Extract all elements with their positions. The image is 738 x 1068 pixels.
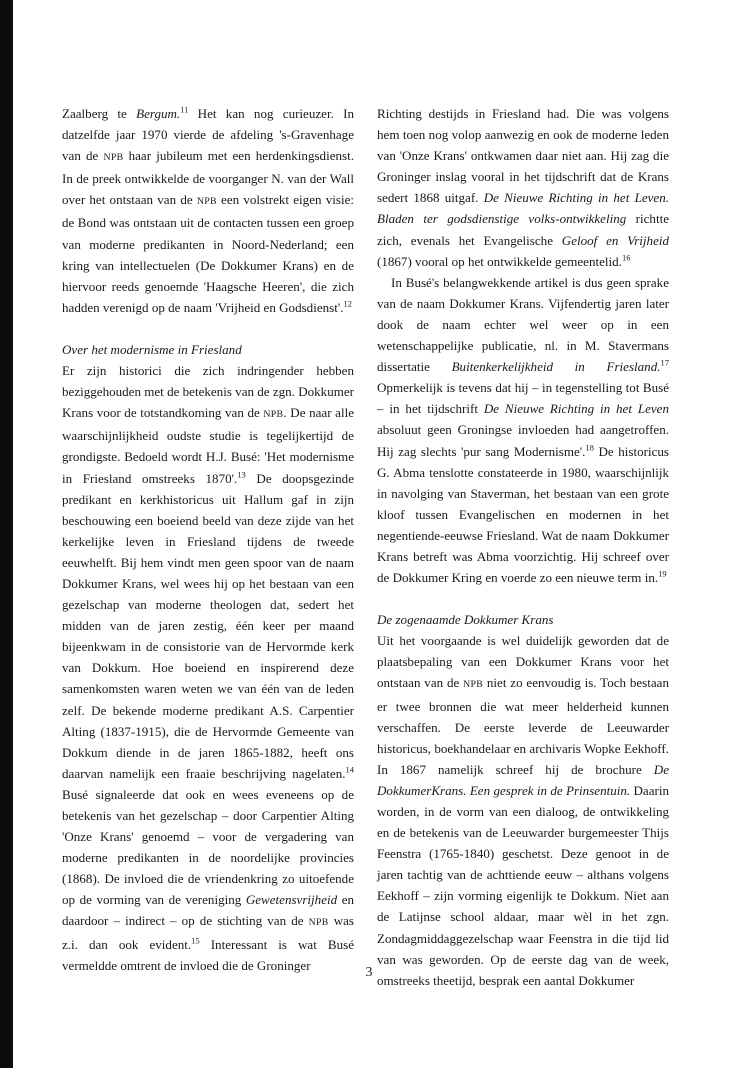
page-binding-edge xyxy=(0,0,13,1068)
section-heading: Over het modernisme in Friesland xyxy=(62,341,242,357)
footnote-ref: 14 xyxy=(345,764,354,775)
paragraph: Richting destijds in Friesland had. Die was volgens hem toen nog volop aanwezig en ook de moderne leden van 'Onze Krans' ontkwamen daar niet aan. Hij zag die Groninger inslag vooral in het tijdschrift dat de Krans sedert 1868 uitgaf. De Nieuwe Richting in het Leven. Bladen ter godsdienstige volks-ontwikkeling richtte zich, evenals het Evangelische Geloof en Vrijheid (1867) vooral op het ontwikkelde gemeentelid.$^{16}$ xyxy=(377,106,670,269)
right-column xyxy=(377,103,669,991)
footnote-ref: 16 xyxy=(621,252,631,263)
footnote-ref: 12 xyxy=(343,298,352,309)
footnote-ref: 11 xyxy=(180,104,189,115)
footnote-ref: 19 xyxy=(658,568,667,579)
section-heading: De zogenaamde Dokkumer Krans xyxy=(377,612,554,628)
footnote-ref: 13 xyxy=(237,469,246,480)
footnote-ref: 15 xyxy=(191,935,200,946)
page-number: 3 xyxy=(365,965,373,980)
paragraph: Zaalberg te Bergum.$^{11}$ Het kan nog curieuzer. In datzelfde jaar 1970 vierde de afdeling 's-Gravenhage van de NPB haar jubileum met een herdenkingsdienst. In de preek ontwikkelde de voorganger N. van der Wall over het ontstaan van de NPB een volstrekt eigen visie: de Bond was ontstaan uit de contacten tussen een groep van moderne predikanten in Noord-Nederland; een kring van intellectuelen (De Dokkumer Krans) en de hiervoor reeds genoemde 'Haagsche Heeren', die zich hadden verenigd op de naam 'Vrijheid en Godsdienst'.$^{12}$ xyxy=(62,104,354,315)
footnote-ref: 18 xyxy=(585,442,594,453)
paragraph: Er zijn historici die zich indringender hebben beziggehouden met de betekenis van de zgn. Dokkumer Krans voor de totstandkoming van de NPB. De naar alle waarschijnlijkheid oudste studie is tegelijkertijd de grondigste. Bedoeld wordt H.J. Busé: 'Het modernisme in Friesland omstreeks 1870'.$^{13}$ De doopsgezinde predikant en kerkhistoricus uit Hallum gaf in zijn beschouwing een boeiend beeld van deze zijde van het kerkelijke leven in Friesland tijdens de tweede eeuwhelft. Bij hem vindt men geen spoor van de naam Dokkumer Krans, wel wees hij op het bestaan van een gezelschap van moderne theologen dat, sedert het midden van de jaren zestig, één keer per maand bijeenkwam in de consistorie van de Hervormde kerk van Dokkum. Hoe boeiend en inspirerend deze samenkomsten waren weten we van één van de leden zelf. De bekende moderne predikant A.S. Carpentier Alting (1837-1915), die de Hervormde Gemeente van Dokkum diende in de jaren 1865-1882, heeft ons daarvan namelijk een fraaie beschrijving nagelaten.$^{14}$ Busé signaleerde dat ook en wees eveneens op de betekenis van het gezelschap – door Carpentier Alting 'Onze Krans' genoemd – voor de vergadering van moderne predikanten in de noordelijke provincies (1868). De invloed die de vriendenkring zo uitoefende op de vorming van de vereniging Gewetensvrijheid en daardoor – indirect – op de stichting van de NPB was z.i. dan ook evident.$^{15}$ Interessant is wat Busé vermeldde omtrent de invloed die de Groninger xyxy=(62,363,355,973)
footnote-ref: 17 xyxy=(660,357,669,368)
left-column xyxy=(62,103,354,976)
paragraph: In Busé's belangwekkende artikel is dus geen sprake van de naam Dokkumer Krans. Vijfendertig jaren later dook de naam echter wel weer op in een wetenschappelijke publicatie, nl. in M. Stavermans dissertatie Buitenkerkelijkheid in Friesland.$^{17}$ Opmerkelijk is tevens dat hij – in tegenstelling tot Busé – in het tijdschrift De Nieuwe Richting in het Leven absoluut geen Groningse invloeden had aangetroffen. Hij zag slechts 'pur sang Modernisme'.$^{18}$ De historicus G. Abma tenslotte constateerde in 1980, waarschijnlijk in navolging van Staverman, het bestaan van een grote kloof tussen Evangelischen en modernen in het negentiende-eeuwse Friesland. Wat de naam Dokkumer Krans betreft was Abma voorzichtig. Hij schreef over de Dokkumer Kring en voerde zo een nieuwe term in.$^{19}$ xyxy=(377,274,669,586)
paragraph: Uit het voorgaande is wel duidelijk geworden dat de plaatsbepaling van een Dokkumer Krans voor het ontstaan van de NPB niet zo eenvoudig is. Toch bestaan er twee bronnen die wat meer helderheid kunnen verschaffen. De eerste leverde de Leeuwarder historicus, boekhandelaar en archivaris Wopke Eekhoff. In 1867 namelijk schreef hij de brochure De DokkumerKrans. Een gesprek in de Prinsentuin. Daarin worden, in de vorm van een dialoog, de ontwikkeling en de betekenis van de Leeuwarder burgemeester Thijs Feenstra (1765-1840) geschetst. Deze genoot in de jaren tachtig van de achttiende eeuw – althans volgens Eekhoff – zijn vorming eigenlijk te Dokkum. Niet aan de Latijnse school aldaar, maar wèl in het zgn. Zondagmiddaggezelschap waar Feenstra in die tijd lid van was geworden. Op de eerste dag van de week, omstreeks theetijd, besprak een aantal Dokkumer xyxy=(377,633,670,988)
